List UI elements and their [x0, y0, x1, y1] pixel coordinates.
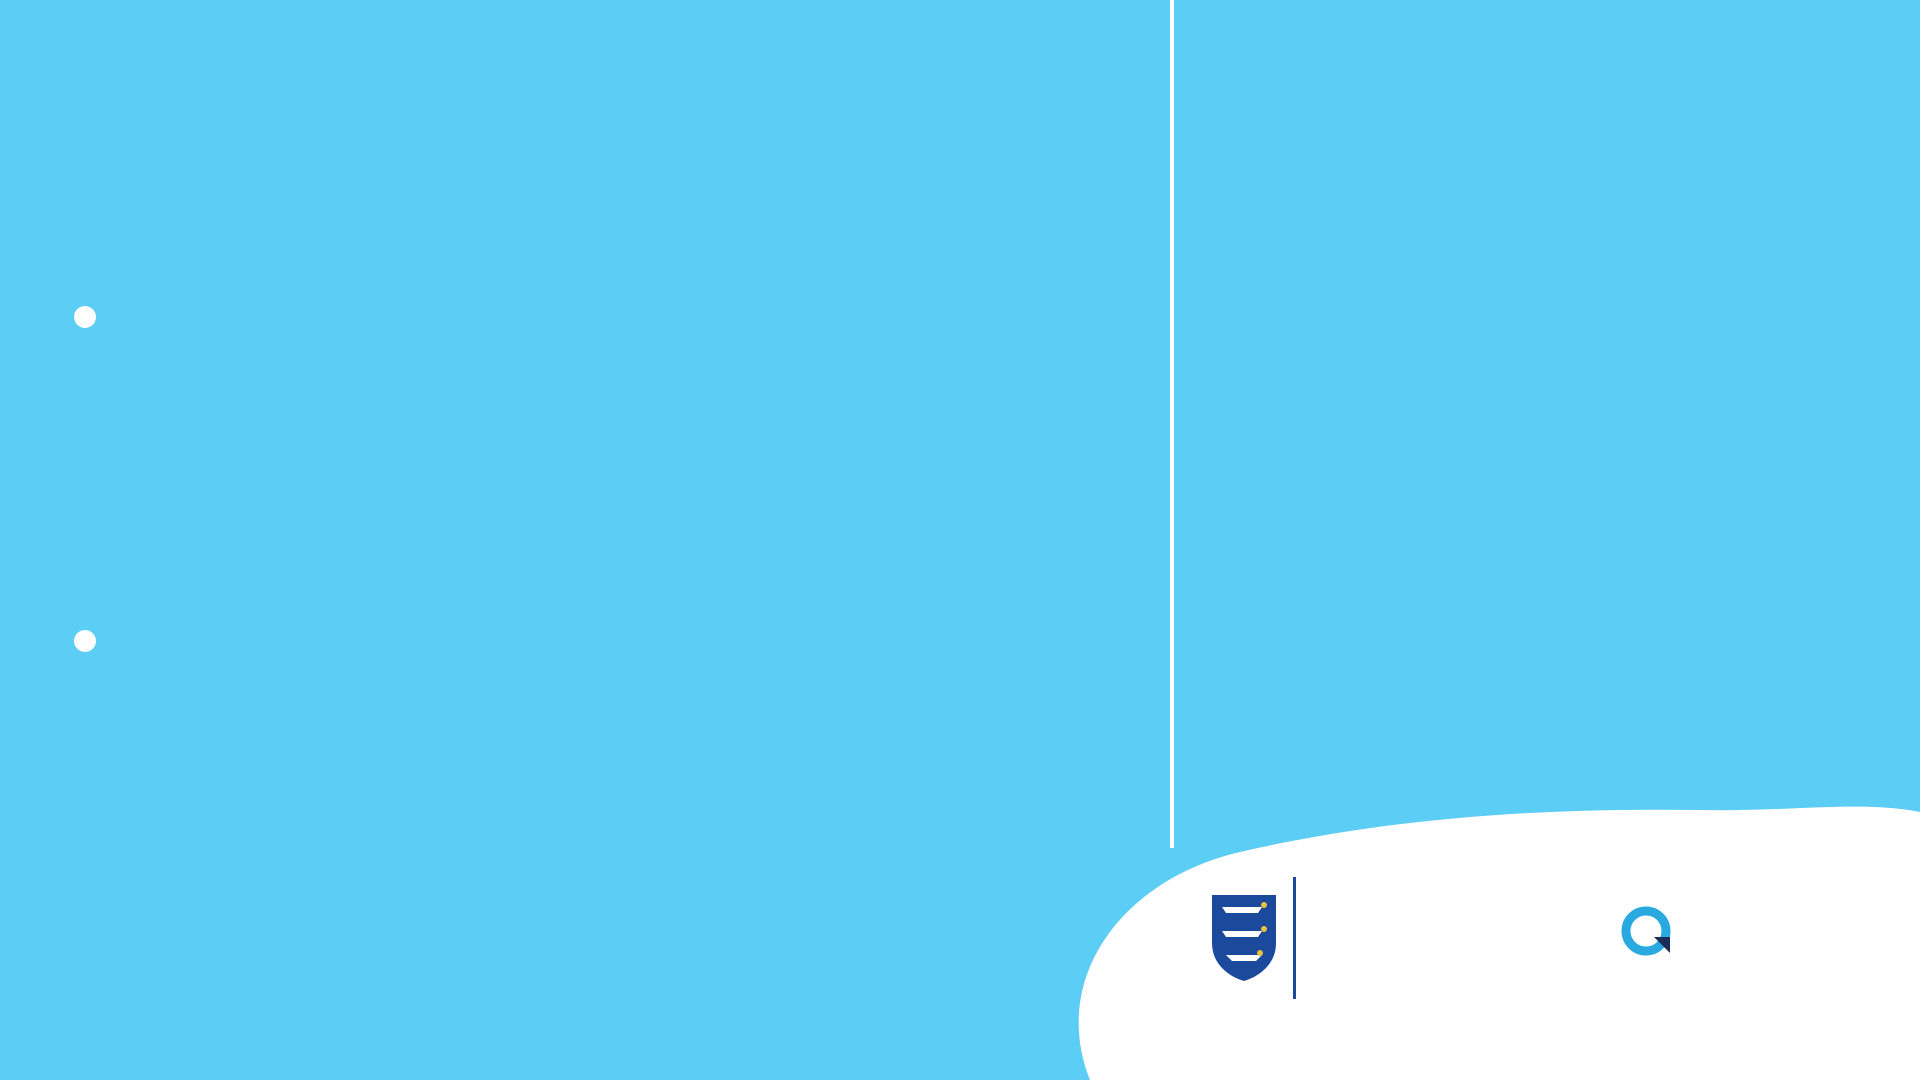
ohvriabi-logo-icon	[1620, 903, 1676, 959]
vertical-divider	[1170, 0, 1174, 848]
bullet-dot-icon	[74, 306, 96, 328]
bullet-dot-icon	[74, 630, 96, 652]
white-wave-panel	[1079, 807, 1920, 1080]
contact-info	[1184, 198, 1884, 282]
logo-separator	[1293, 877, 1296, 999]
spacer	[1184, 198, 1884, 240]
spacer	[1184, 240, 1884, 282]
coat-of-arms-icon	[1210, 893, 1278, 983]
